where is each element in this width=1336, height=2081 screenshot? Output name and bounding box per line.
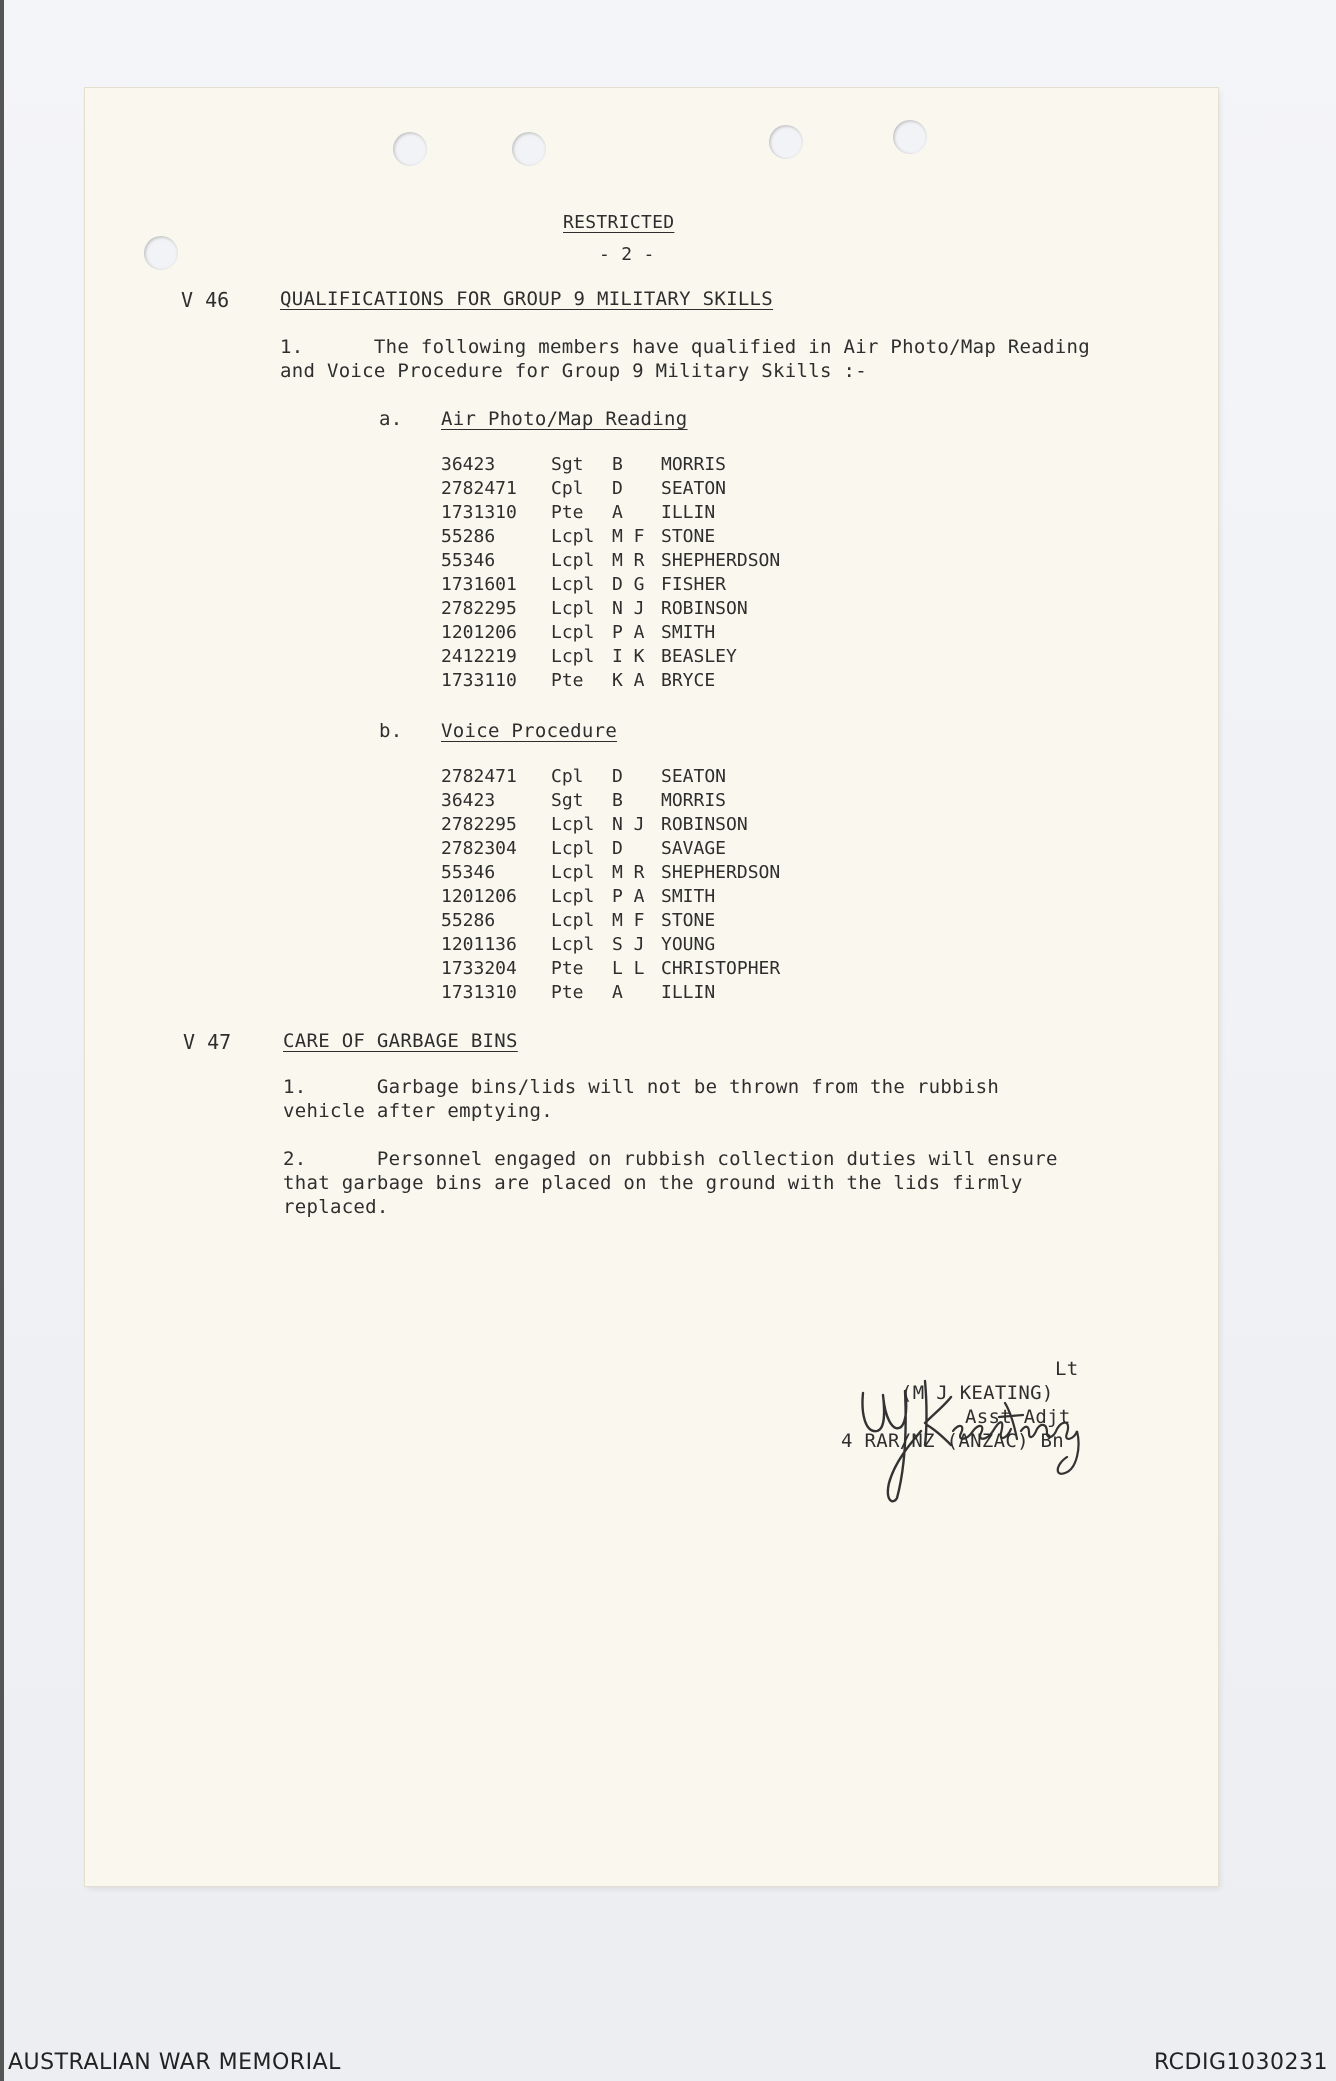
initials: A [612, 502, 623, 523]
initials: D [612, 838, 623, 859]
rank: Lcpl [551, 598, 595, 619]
rank: Lcpl [551, 910, 595, 931]
archive-reference: RCDIG1030231 [1153, 2050, 1328, 2075]
surname: MORRIS [661, 790, 727, 811]
initials: B [612, 790, 623, 811]
surname: ILLIN [661, 502, 716, 523]
initials: M R [612, 550, 645, 571]
rank: Lcpl [551, 526, 595, 547]
subsection-title: Air Photo/Map Reading [441, 408, 688, 430]
rank: Lcpl [551, 646, 595, 667]
service-number: 55346 [441, 862, 496, 883]
rank: Lcpl [551, 862, 595, 883]
initials: N J [612, 598, 645, 619]
surname: SAVAGE [661, 838, 727, 859]
surname: ILLIN [661, 982, 716, 1003]
initials: L L [612, 958, 645, 979]
service-number: 1731310 [441, 982, 517, 1003]
service-number: 1731310 [441, 502, 517, 523]
signatory-name: (M J KEATING) [901, 1382, 1054, 1404]
surname: STONE [661, 910, 716, 931]
rank: Lcpl [551, 814, 595, 835]
service-number: 2782295 [441, 598, 517, 619]
surname: SHEPHERDSON [661, 862, 781, 883]
initials: P A [612, 622, 645, 643]
surname: CHRISTOPHER [661, 958, 781, 979]
rank: Lcpl [551, 934, 595, 955]
signatory-rank: Lt [1055, 1358, 1079, 1380]
initials: S J [612, 934, 645, 955]
signatory-unit: 4 RAR/NZ (ANZAC) Bn [841, 1430, 1065, 1452]
section-code: V 46 [181, 288, 230, 312]
paragraph-line: 2. Personnel engaged on rubbish collection duties will ensure [283, 1148, 1058, 1170]
initials: D [612, 478, 623, 499]
surname: SMITH [661, 886, 716, 907]
archive-label: AUSTRALIAN WAR MEMORIAL [8, 2050, 341, 2075]
signatory-appointment: Asst Adjt [965, 1406, 1071, 1428]
surname: SHEPHERDSON [661, 550, 781, 571]
initials: M F [612, 526, 645, 547]
initials: A [612, 982, 623, 1003]
service-number: 36423 [441, 790, 496, 811]
punch-hole [144, 236, 178, 270]
service-number: 1731601 [441, 574, 517, 595]
paragraph-line: 1. The following members have qualified in Air Photo/Map Reading [280, 336, 1090, 358]
rank: Lcpl [551, 574, 595, 595]
document-page [85, 88, 1218, 1886]
rank: Lcpl [551, 622, 595, 643]
punch-hole [393, 132, 427, 166]
section-title: QUALIFICATIONS FOR GROUP 9 MILITARY SKILLS [280, 288, 774, 310]
surname: SMITH [661, 622, 716, 643]
service-number: 2782304 [441, 838, 517, 859]
initials: D [612, 766, 623, 787]
service-number: 1201136 [441, 934, 517, 955]
subsection-title: Voice Procedure [441, 720, 618, 742]
subsection-marker: b. [379, 720, 403, 742]
surname: SEATON [661, 766, 727, 787]
initials: M R [612, 862, 645, 883]
scan-edge [0, 0, 4, 2081]
service-number: 2782295 [441, 814, 517, 835]
service-number: 55286 [441, 910, 496, 931]
section-title: CARE OF GARBAGE BINS [283, 1030, 518, 1052]
subsection-marker: a. [379, 408, 403, 430]
service-number: 2782471 [441, 478, 517, 499]
rank: Pte [551, 982, 584, 1003]
personnel-list-voice-procedure [441, 766, 861, 1006]
rank: Cpl [551, 766, 584, 787]
personnel-list-air-photo [441, 454, 861, 694]
paragraph-line: 1. Garbage bins/lids will not be thrown from the rubbish [283, 1076, 1000, 1098]
rank: Cpl [551, 478, 584, 499]
service-number: 36423 [441, 454, 496, 475]
rank: Lcpl [551, 550, 595, 571]
surname: ROBINSON [661, 814, 748, 835]
initials: N J [612, 814, 645, 835]
service-number: 1733110 [441, 670, 517, 691]
rank: Sgt [551, 790, 584, 811]
rank: Pte [551, 958, 584, 979]
surname: STONE [661, 526, 716, 547]
surname: FISHER [661, 574, 727, 595]
paragraph-line: that garbage bins are placed on the ground with the lids firmly [283, 1172, 1023, 1194]
surname: MORRIS [661, 454, 727, 475]
surname: YOUNG [661, 934, 716, 955]
service-number: 2412219 [441, 646, 517, 667]
page-number: - 2 - [599, 244, 655, 265]
rank: Lcpl [551, 886, 595, 907]
service-number: 1201206 [441, 886, 517, 907]
surname: ROBINSON [661, 598, 748, 619]
initials: K A [612, 670, 645, 691]
punch-hole [893, 120, 927, 154]
section-code: V 47 [183, 1030, 232, 1054]
paragraph-line: replaced. [283, 1196, 389, 1218]
initials: I K [612, 646, 645, 667]
rank: Lcpl [551, 838, 595, 859]
service-number: 55286 [441, 526, 496, 547]
initials: M F [612, 910, 645, 931]
surname: BRYCE [661, 670, 716, 691]
service-number: 1201206 [441, 622, 517, 643]
initials: P A [612, 886, 645, 907]
classification-marking: RESTRICTED [563, 212, 675, 233]
rank: Pte [551, 502, 584, 523]
rank: Sgt [551, 454, 584, 475]
initials: B [612, 454, 623, 475]
service-number: 2782471 [441, 766, 517, 787]
surname: SEATON [661, 478, 727, 499]
punch-hole [512, 132, 546, 166]
service-number: 55346 [441, 550, 496, 571]
paragraph-line: vehicle after emptying. [283, 1100, 553, 1122]
paragraph-line: and Voice Procedure for Group 9 Military Skills :- [280, 360, 867, 382]
rank: Pte [551, 670, 584, 691]
surname: BEASLEY [661, 646, 737, 667]
punch-hole [769, 125, 803, 159]
initials: D G [612, 574, 645, 595]
service-number: 1733204 [441, 958, 517, 979]
